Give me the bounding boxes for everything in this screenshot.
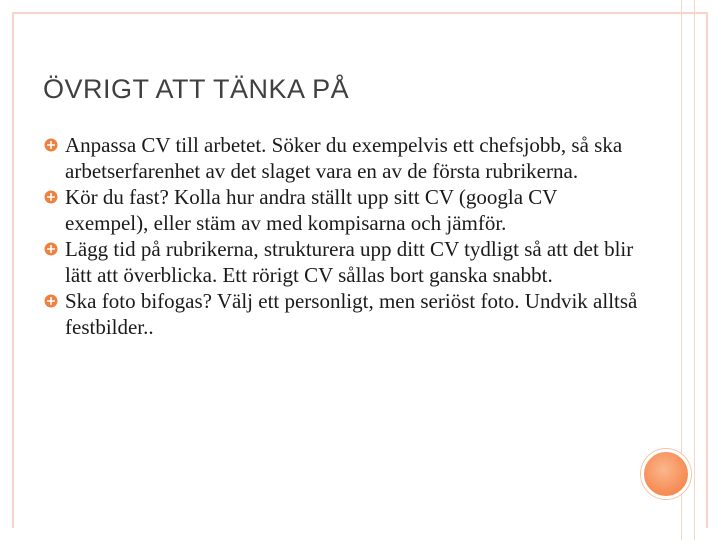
list-item	[44, 236, 644, 288]
right-decorative-rule-outer	[694, 0, 695, 540]
orange-cross-circle-icon	[44, 190, 58, 204]
list-item	[44, 184, 644, 236]
slide-title: ÖVRIGT ATT TÄNKA PÅ	[43, 74, 350, 104]
orange-cross-circle-icon	[44, 138, 58, 152]
orange-cross-circle-icon	[44, 242, 58, 256]
list-item	[44, 288, 644, 340]
bullet-text: Lägg tid på rubrikerna, strukturera upp ditt CV tydligt så att det blir lätt att överblicka. Ett rörigt CV sållas bort ganska snabbt.	[65, 237, 634, 287]
bullet-text: Anpassa CV till arbetet. Söker du exempelvis ett chefsjobb, så ska arbetserfarenhet av det slaget vara en av de första rubrikerna.	[65, 133, 623, 183]
orange-cross-circle-icon	[44, 294, 58, 308]
list-item	[44, 132, 644, 184]
bullet-text: Ska foto bifogas? Välj ett personligt, men seriöst foto. Undvik alltså festbilder..	[65, 289, 638, 339]
bullet-text: Kör du fast? Kolla hur andra ställt upp sitt CV (googla CV exempel), eller stäm av med kompisarna och jämför.	[65, 185, 558, 235]
bullet-list	[44, 132, 644, 340]
orange-circle-decoration	[641, 449, 691, 499]
